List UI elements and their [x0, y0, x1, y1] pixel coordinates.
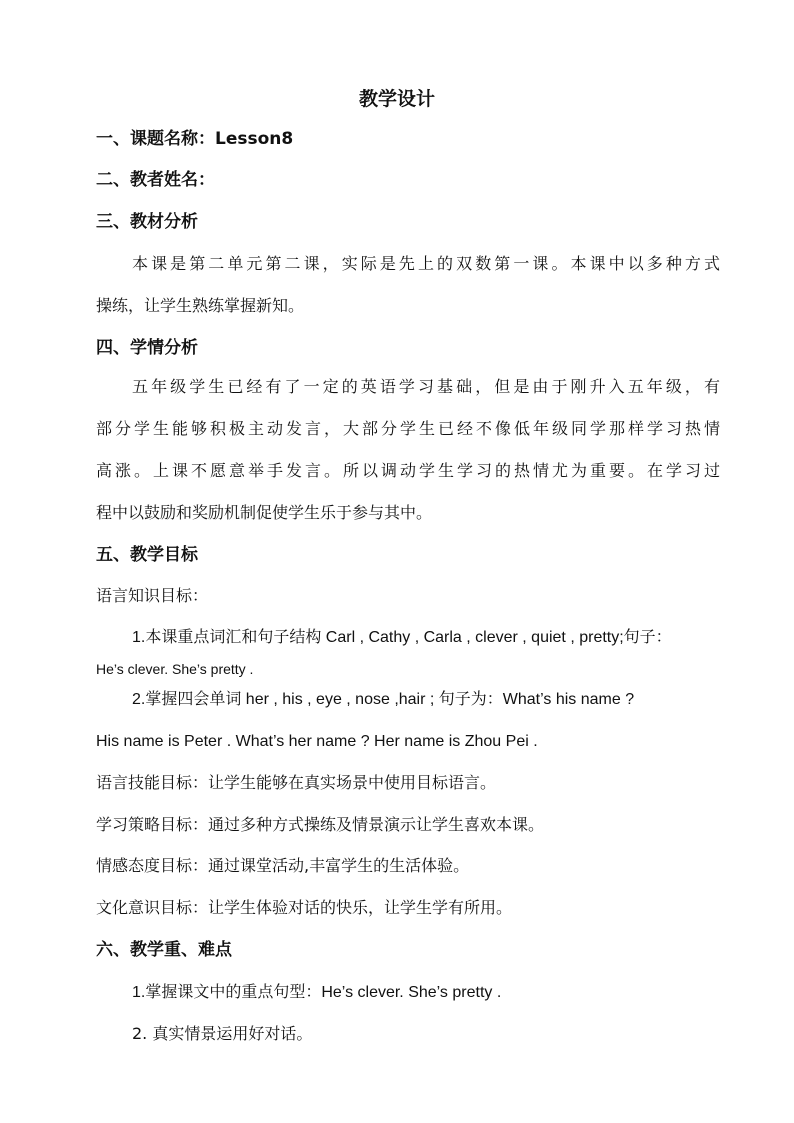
section-5-heading: 五、教学目标 — [96, 545, 198, 565]
goal-knowledge-item-1-cont: He’s clever. She’s pretty . — [96, 661, 254, 677]
goal-knowledge-label: 语言知识目标： — [96, 586, 209, 605]
goal-strategy: 学习策略目标：通过多种方式操练及情景演示让学生喜欢本课。 — [96, 815, 545, 834]
section-3-paragraph-line: 操练，让学生熟练掌握新知。 — [96, 296, 305, 315]
section-4-heading: 四、学情分析 — [96, 338, 198, 358]
section-4-paragraph-line: 部分学生能够积极主动发言，大部分学生已经不像低年级同学那样学习热情 — [96, 419, 720, 438]
key-point-2: 2. 真实情景运用好对话。 — [132, 1024, 313, 1043]
key-point-1: 1.掌握课文中的重点句型：He’s clever. She’s pretty . — [132, 984, 502, 1001]
section-6-heading: 六、教学重、难点 — [96, 940, 232, 960]
goal-knowledge-item-2: 2.掌握四会单词 her , his , eye , nose ,hair ; 句子为：What’s his name ? — [132, 691, 635, 708]
section-4-paragraph-line: 高涨。上课不愿意举手发言。所以调动学生学习的热情尤为重要。在学习过 — [96, 461, 720, 480]
goal-skills: 语言技能目标：让学生能够在真实场景中使用目标语言。 — [96, 773, 497, 792]
section-4-paragraph-line: 程中以鼓励和奖励机制促使学生乐于参与其中。 — [96, 503, 433, 522]
section-3-paragraph-line: 本课是第二单元第二课，实际是先上的双数第一课。本课中以多种方式 — [132, 254, 720, 273]
section-1-heading: 一、课题名称：Lesson8 — [96, 129, 294, 149]
section-3-heading: 三、教材分析 — [96, 212, 198, 232]
goal-culture: 文化意识目标：让学生体验对话的快乐，让学生学有所用。 — [96, 898, 513, 917]
goal-knowledge-item-1: 1.本课重点词汇和句子结构 Carl , Cathy , Carla , clever , quiet , pretty;句子： — [132, 629, 672, 646]
section-4-paragraph-line: 五年级学生已经有了一定的英语学习基础，但是由于刚升入五年级，有 — [132, 377, 720, 396]
section-2-heading: 二、教者姓名： — [96, 170, 215, 190]
goal-attitude: 情感态度目标：通过课堂活动,丰富学生的生活体验。 — [96, 856, 470, 875]
goal-knowledge-item-2-cont: His name is Peter . What’s her name ? Her name is Zhou Pei . — [96, 733, 538, 750]
document-title: 教学设计 — [358, 88, 435, 110]
